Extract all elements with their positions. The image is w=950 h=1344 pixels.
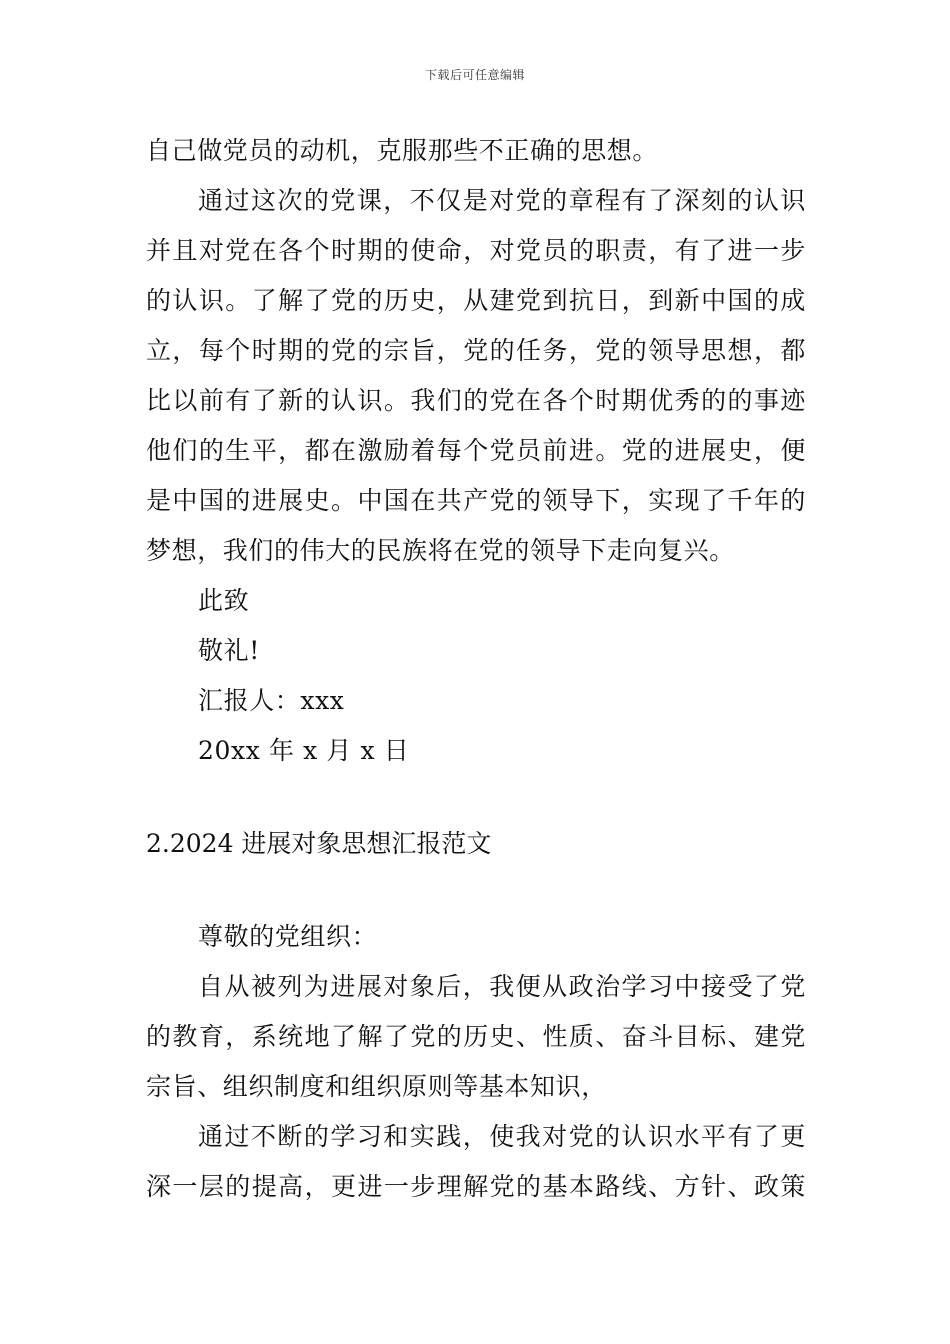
paragraph-line: 比以前有了新的认识。我们的党在各个时期优秀的的事迹 (146, 386, 806, 415)
paragraph-line: 通过这次的党课，不仅是对党的章程有了深刻的认识 (198, 186, 806, 215)
salute-text: 敬礼! (198, 636, 260, 665)
paragraph-line: 宗旨、组织制度和组织原则等基本知识， (146, 1072, 607, 1101)
document-body (146, 126, 806, 1212)
paragraph-line: 自己做党员的动机，克服那些不正确的思想。 (146, 136, 659, 165)
paragraph-line: 立，每个时期的党的宗旨，党的任务，党的领导思想，都 (146, 336, 806, 365)
paragraph-line: 他们的生平，都在激励着每个党员前进。党的进展史，便 (146, 436, 806, 465)
paragraph-line: 通过不断的学习和实践，使我对党的认识水平有了更 (198, 1122, 806, 1151)
paragraph-line: 的认识。了解了党的历史，从建党到抗日，到新中国的成 (146, 286, 806, 315)
header-note: 下载后可任意编辑 (424, 68, 525, 82)
paragraph-line: 自从被列为进展对象后，我便从政治学习中接受了党 (198, 972, 806, 1001)
reporter-text: 汇报人：xxx (198, 686, 345, 715)
spacer (146, 776, 806, 819)
spacer (146, 869, 806, 912)
date-text: 20xx 年 x 月 x 日 (198, 736, 410, 765)
section-title: 2.2024 进展对象思想汇报范文 (146, 829, 492, 858)
paragraph-line: 梦想，我们的伟大的民族将在党的领导下走向复兴。 (146, 536, 735, 565)
paragraph-line: 的教育，系统地了解了党的历史、性质、奋斗目标、建党 (146, 1022, 806, 1051)
greeting-text: 尊敬的党组织： (198, 922, 378, 951)
paragraph-line: 深一层的提高，更进一步理解党的基本路线、方针、政策 (146, 1172, 806, 1201)
paragraph-line: 并且对党在各个时期的使命，对党员的职责，有了进一步 (146, 236, 806, 265)
closing-text: 此致 (198, 586, 250, 615)
paragraph-line: 是中国的进展史。中国在共产党的领导下，实现了千年的 (146, 486, 806, 515)
